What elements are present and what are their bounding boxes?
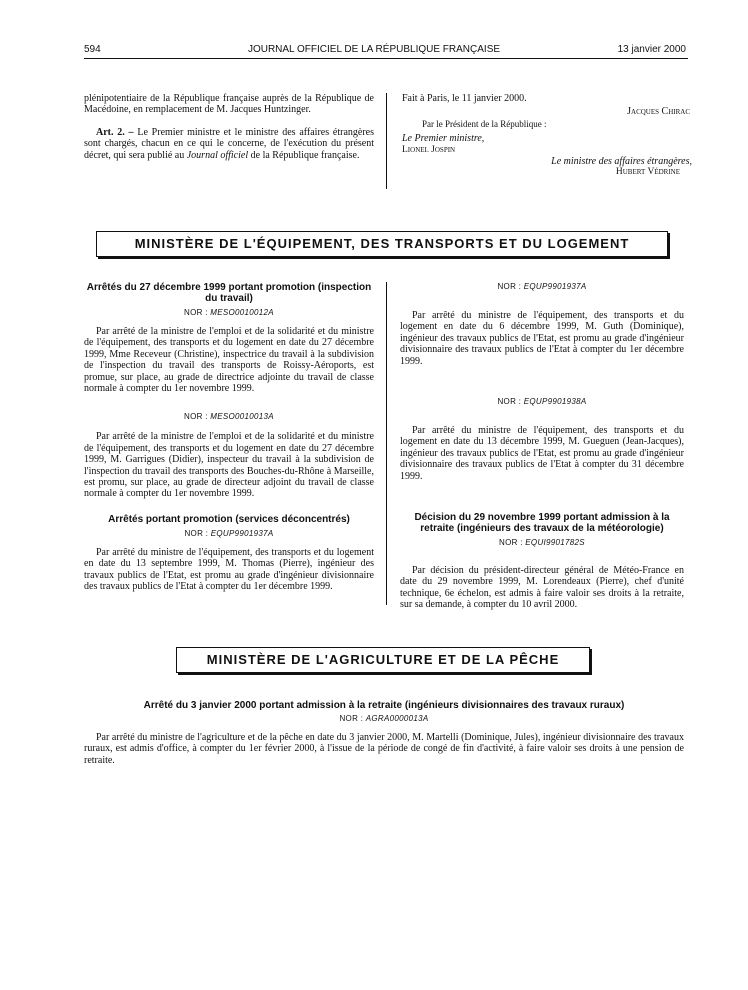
nor-reference: NOR : MESO0010013A [184, 412, 274, 422]
ministry2-section [84, 700, 684, 766]
ministry-equipement-heading: MINISTÈRE DE L'ÉQUIPEMENT, DES TRANSPORTS ET DU LOGEMENT [96, 231, 668, 257]
top-left-column [84, 93, 374, 161]
premier-ministre-name: Lionel Jospin [402, 144, 456, 155]
ministry1-left-column [84, 282, 374, 593]
section-heading: Arrêtés du 27 décembre 1999 portant promotion (inspection du travail) [86, 282, 372, 304]
paragraph: Par arrêté du ministre de l'équipement, des transports et du logement en date du 6 décembre 1999, M. Guth (Dominique), ingénieur des travaux publics de l'Etat, est promu au grade d'ingénieur divisionnaire des travaux publics de l'Etat à compter du 1er décembre 1999. [400, 310, 684, 367]
section-heading: Arrêté du 3 janvier 2000 portant admission à la retraite (ingénieurs divisionnaires des travaux ruraux) [143, 700, 625, 711]
column-divider [386, 93, 387, 189]
journal-title: JOURNAL OFFICIEL DE LA RÉPUBLIQUE FRANÇAISE [247, 44, 501, 55]
nor-reference: NOR : AGRA0000013A [339, 714, 429, 723]
signatures [402, 93, 692, 179]
ministre-ae-name: Hubert Védrine [615, 167, 680, 178]
issue-date: 13 janvier 2000 [617, 44, 686, 55]
nor-reference: NOR : EQUI9901782S [499, 538, 585, 548]
nor-reference: NOR : EQUP9901937A [497, 282, 587, 291]
paragraph: Par arrêté de la ministre de l'emploi et de la solidarité et du ministre de l'équipement, des transports et du logement en date du 27 décembre 1999, Mme Receveur (Christine), inspectrice du travail à la subdivision de l'inspection du travail des transports de Roissy-Aéroports, est promue, sur place, au grade de directrice adjointe du travail de classe normale à compter du 1er novembre 1999. [84, 326, 374, 395]
par-le-president: Par le Président de la République : [422, 118, 547, 129]
article-2: Art. 2. – Le Premier ministre et le ministre des affaires étrangères sont chargés, chacun en ce qui le concerne, de l'exécution du présent décret, qui sera publié au Journal officiel de la République française. [84, 126, 374, 161]
paragraph: Par décision du président-directeur général de Météo-France en date du 29 novembre 1999, M. Lorendeaux (Pierre), chef d'unité technique, 6e échelon, est admis à faire valoir ses droits à la retraite, sur sa demande, à compter du 10 avril 2000. [400, 565, 684, 611]
paragraph: Par arrêté du ministre de l'équipement, des transports et du logement en date du 13 septembre 1999, M. Thomas (Pierre), ingénieur des travaux publics de l'Etat, est promu au grade d'ingénieur divisionnaire des travaux publics de l'Etat à compter du 1er décembre 1999. [84, 546, 374, 593]
journal-officiel-ref: Journal officiel [186, 149, 249, 161]
article-label: Art. 2. – [96, 126, 134, 138]
nor-reference: NOR : MESO0010012A [184, 308, 274, 317]
ministry1-right-column [400, 282, 684, 611]
header-rule [84, 58, 688, 59]
paragraph: Par arrêté de la ministre de l'emploi et de la solidarité et du ministre de l'équipement, des transports et du logement en date du 27 décembre 1999, M. Garrigues (Didier), inspecteur du travail à la subdivision de l'inspection du travail des transports des Bouches-du-Rhône à Marseille, est promu, sur place, au grade de directeur adjoint du travail de classe normale à compter du 1er novembre 1999. [84, 431, 374, 500]
section-heading: Décision du 29 novembre 1999 portant admission à la retraite (ingénieurs des travaux de la météorologie) [414, 512, 670, 535]
ministre-ae-title: Le ministre des affaires étrangères, [551, 156, 692, 168]
section-heading: Arrêtés portant promotion (services déconcentrés) [108, 513, 350, 525]
fait-a-paris: Fait à Paris, le 11 janvier 2000. [402, 93, 527, 104]
column-divider [386, 282, 387, 605]
nor-reference: NOR : EQUP9901938A [497, 397, 587, 407]
nor-reference: NOR : EQUP9901937A [184, 528, 274, 538]
ministry-agriculture-heading: MINISTÈRE DE L'AGRICULTURE ET DE LA PÊCHE [176, 647, 590, 673]
signer-president: Jacques Chirac [627, 106, 690, 118]
premier-ministre-title: Le Premier ministre, [402, 133, 485, 145]
paragraph: Par arrêté du ministre de l'équipement, des transports et du logement en date du 13 décembre 1999, M. Gueguen (Jean-Jacques), ingénieur des travaux publics de l'Etat, est promu au grade d'ingénieur divisionnaire des travaux publics de l'Etat à compter du 31 décembre 1999. [400, 425, 684, 482]
paragraph: plénipotentiaire de la République française auprès de la République de Macédoine, en remplacement de M. Jacques Huntzinger. [84, 93, 374, 116]
paragraph: Par arrêté du ministre de l'agriculture et de la pêche en date du 3 janvier 2000, M. Martelli (Dominique, Jules), ingénieur divisionnaire des travaux ruraux, est admis d'office, à compter du 1er février 2000, à l'issue de la période de congé de fin d'activité, à faire valoir ses droits à une pension de retraite. [84, 732, 684, 766]
page-number: 594 [84, 44, 101, 55]
